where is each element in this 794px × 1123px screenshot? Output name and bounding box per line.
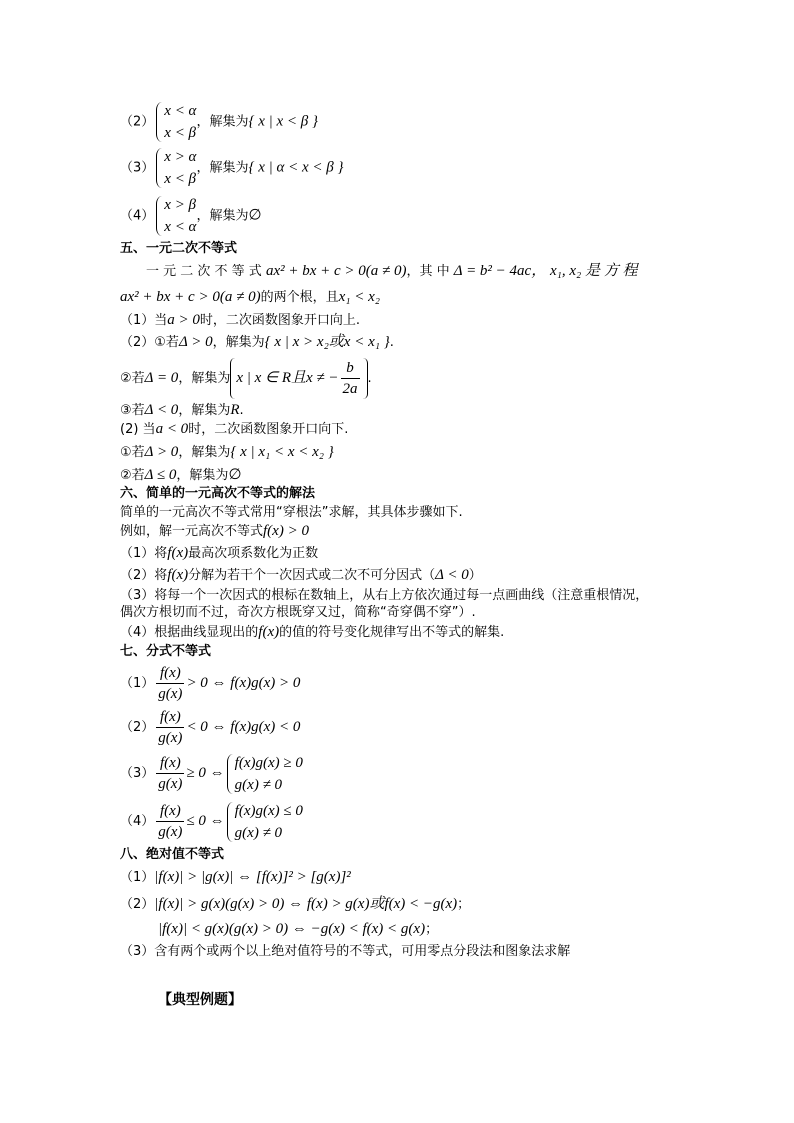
s6-p6: 偶次方根切而不过，奇次方根既穿又过，简称“奇穿偶不穿”）.: [120, 605, 476, 620]
s5-line-6: ①若Δ > 0，解集为{ x | x₁ < x < x₂ }: [120, 444, 334, 460]
typical-examples-heading: 【典型例题】: [158, 992, 242, 1008]
s6-p4: （2）将f(x)分解为若干个一次因式或二次不可分因式（Δ < 0）: [120, 567, 482, 583]
s5-line-3: ②若Δ = 0，解集为 x | x ∈ R且x ≠ − $\frac{b}{2a}$ .: [120, 360, 372, 397]
system-item-2: （2） x < α x < β ，解集为{ x | x < β }: [120, 100, 318, 144]
section-7-title: 七、分式不等式: [120, 644, 212, 659]
abs-ineq-1: （1）|f(x)| > |g(x)| ⇔ [f(x)]² > [g(x)]²: [120, 869, 351, 885]
s6-p2: 例如，解一元高次不等式f(x) > 0: [120, 523, 309, 539]
section-5-title: 五、一元二次不等式: [120, 241, 238, 256]
section-6-title: 六、简单的一元高次不等式的解法: [120, 486, 316, 501]
s5-intro-2: ax² + bx + c > 0(a ≠ 0)的两个根，且x₁ < x₂: [120, 289, 380, 305]
s5-line-1: （1）当a > 0时，二次函数图象开口向上.: [120, 312, 361, 328]
s5-line-4: ③若Δ < 0，解集为R.: [120, 402, 244, 418]
abs-ineq-3: |f(x)| < g(x)(g(x) > 0) ⇔ −g(x) < f(x) < g(x)；: [158, 921, 439, 937]
system-item-4: （4） x > β x < α ，解集为∅: [120, 194, 262, 238]
s6-p3: （1）将f(x)最高次项系数化为正数: [120, 545, 319, 561]
s5-line-7: ②若Δ ≤ 0，解集为∅: [120, 467, 242, 483]
s6-p1: 简单的一元高次不等式常用“穿根法”求解，其具体步骤如下.: [120, 505, 463, 520]
s5-line-5: (2) 当a < 0时，二次函数图象开口向下.: [120, 421, 349, 437]
fraction-ineq-2: （2） $\frac{f(x)}{g(x)}$ < 0 ⇔ f(x)g(x) < 0: [120, 709, 301, 746]
s6-p7: （4）根据曲线显现出的f(x)的值的符号变化规律写出不等式的解集.: [120, 624, 505, 640]
abs-ineq-4: （3）含有两个或两个以上绝对值符号的不等式，可用零点分段法和图象法求解: [120, 944, 571, 959]
s6-p5: （3）将每一个一次因式的根标在数轴上，从右上方依次通过每一点画曲线（注意重根情况，: [120, 588, 649, 603]
fraction-ineq-3: （3） $\frac{f(x)}{g(x)}$ ≥ 0 ⇔ f(x)g(x) ≥ 0 g(x) ≠ 0: [120, 750, 303, 797]
fraction-ineq-4: （4） $\frac{f(x)}{g(x)}$ ≤ 0 ⇔ f(x)g(x) ≤ 0 g(x) ≠ 0: [120, 798, 303, 845]
fraction-ineq-1: （1） $\frac{f(x)}{g(x)}$ > 0 ⇔ f(x)g(x) > 0: [120, 665, 301, 702]
s5-intro-1: 一 元 二 次 不 等 式 ax² + bx + c > 0(a ≠ 0)，其 中 Δ = b² − 4ac， x₁, x₂ 是 方 程: [146, 263, 638, 279]
section-8-title: 八、绝对值不等式: [120, 847, 225, 862]
abs-ineq-2: （2）|f(x)| > g(x)(g(x) > 0) ⇔ f(x) > g(x)或f(x) < −g(x)；: [120, 896, 471, 912]
system-item-3: （3） x > α x < β ，解集为{ x | α < x < β }: [120, 146, 343, 190]
s5-line-2: （2）①若Δ > 0，解集为{ x | x > x₂或x < x₁ }.: [120, 334, 394, 350]
